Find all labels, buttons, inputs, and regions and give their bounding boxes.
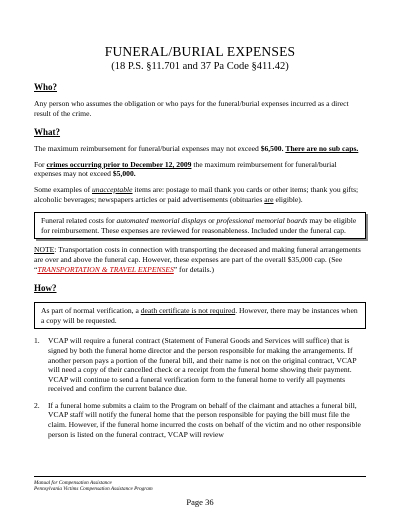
step-number: 1.	[34, 336, 40, 346]
step-number: 2.	[34, 400, 40, 410]
box2-text-1: As part of normal verification, a	[41, 306, 141, 316]
footer-program-name: Pennsylvania Victims Compensation Assistance Program	[34, 486, 153, 493]
prior-crimes-date: crimes occurring prior to December 12, 2009	[46, 159, 192, 169]
list-item	[34, 336, 366, 394]
death-certificate-box	[34, 302, 366, 329]
box1-text-1: Funeral related costs for	[41, 216, 117, 226]
death-certificate-emph: death certificate is not required	[140, 306, 236, 316]
page-footer	[34, 476, 366, 493]
unacceptable-suffix: eligible).	[273, 194, 303, 204]
max-reimbursement-text: The maximum reimbursement for funeral/burial expenses may not exceed	[34, 144, 261, 154]
transportation-note	[34, 245, 366, 274]
memorial-costs-box	[34, 212, 366, 239]
unacceptable-items-paragraph	[34, 185, 366, 204]
prior-max-amount: $5,000.	[112, 169, 136, 179]
list-item	[34, 401, 366, 439]
prior-crimes-text: the maximum reimbursement for funeral/burial expenses may not exceed	[34, 159, 337, 179]
note-label: NOTE	[34, 245, 55, 255]
step-text: VCAP will require a funeral contract (Statement of Funeral Goods and Services will suffice) that is signed by both the funeral home director and the person responsible for making the arrangements. If another person pays a portion of the funeral bill, and their name is not on the original contract, VCAP will need a copy of their cancelled check or a receipt from the funeral home showing their payment. VCAP will continue to send a funeral verification form to the funeral home to verify all payments received and confirm the current balance due.	[48, 336, 357, 394]
prior-crimes-paragraph	[34, 160, 366, 179]
unacceptable-prefix: Some examples of	[34, 184, 92, 194]
unacceptable-text: items are: postage to mail thank you cards or other items; thank you gifts; alcoholic beverages; newspapers articles or paid advertisements (obituaries	[34, 184, 359, 204]
no-sub-caps: There are no sub caps.	[285, 144, 359, 154]
how-heading: How?	[34, 283, 57, 294]
box1-text-2: or	[206, 216, 217, 226]
box2-text-2: . However, there may be instances when a copy will be requested.	[41, 306, 358, 325]
note-suffix: ” for details.)	[173, 264, 215, 274]
are-emph: are	[264, 194, 274, 204]
who-heading: Who?	[34, 82, 58, 92]
prior-crimes-prefix: For	[34, 159, 47, 169]
memorial-boards: professional memorial boards	[216, 216, 308, 226]
max-amount: $6,500.	[260, 144, 284, 154]
step-text: If a funeral home submits a claim to the Program on behalf of the claimant and attaches a funeral bill, VCAP staff will notify the funeral home that the person responsible for paying the bill must file the claim. However, if the funeral home incurred the costs on behalf of the victim and no other responsible person is listed on the funeral contract, VCAP will review	[48, 400, 361, 439]
automated-displays: automated memorial displays	[116, 216, 207, 226]
max-reimbursement-paragraph	[34, 144, 366, 154]
box1-text-3: may be eligible for reimbursement. These expenses are reviewed for reasonableness. Included under the funeral cap.	[41, 216, 357, 235]
what-heading: What?	[34, 127, 61, 138]
steps-list	[34, 336, 366, 439]
who-text: Any person who assumes the obligation or who pays for the funeral/burial expenses incurred as a direct result of the crime.	[34, 99, 349, 118]
footer-manual-title: Manual for Compensation Assistance	[34, 480, 112, 486]
note-text: : Transportation costs in connection with transporting the deceased and making funeral arrangements are over and above the funeral cap. However, these expenses are part of the overall $35,000 cap. (See “	[34, 245, 361, 274]
page-title: FUNERAL/BURIAL EXPENSES	[104, 44, 296, 59]
page-subtitle: (18 P.S. §11.701 and 37 Pa Code §411.42)	[111, 61, 289, 72]
page-number: Page 36	[186, 497, 214, 507]
transportation-link[interactable]: TRANSPORTATION & TRAVEL EXPENSES	[37, 264, 174, 274]
unacceptable-emph: unacceptable	[92, 184, 133, 194]
